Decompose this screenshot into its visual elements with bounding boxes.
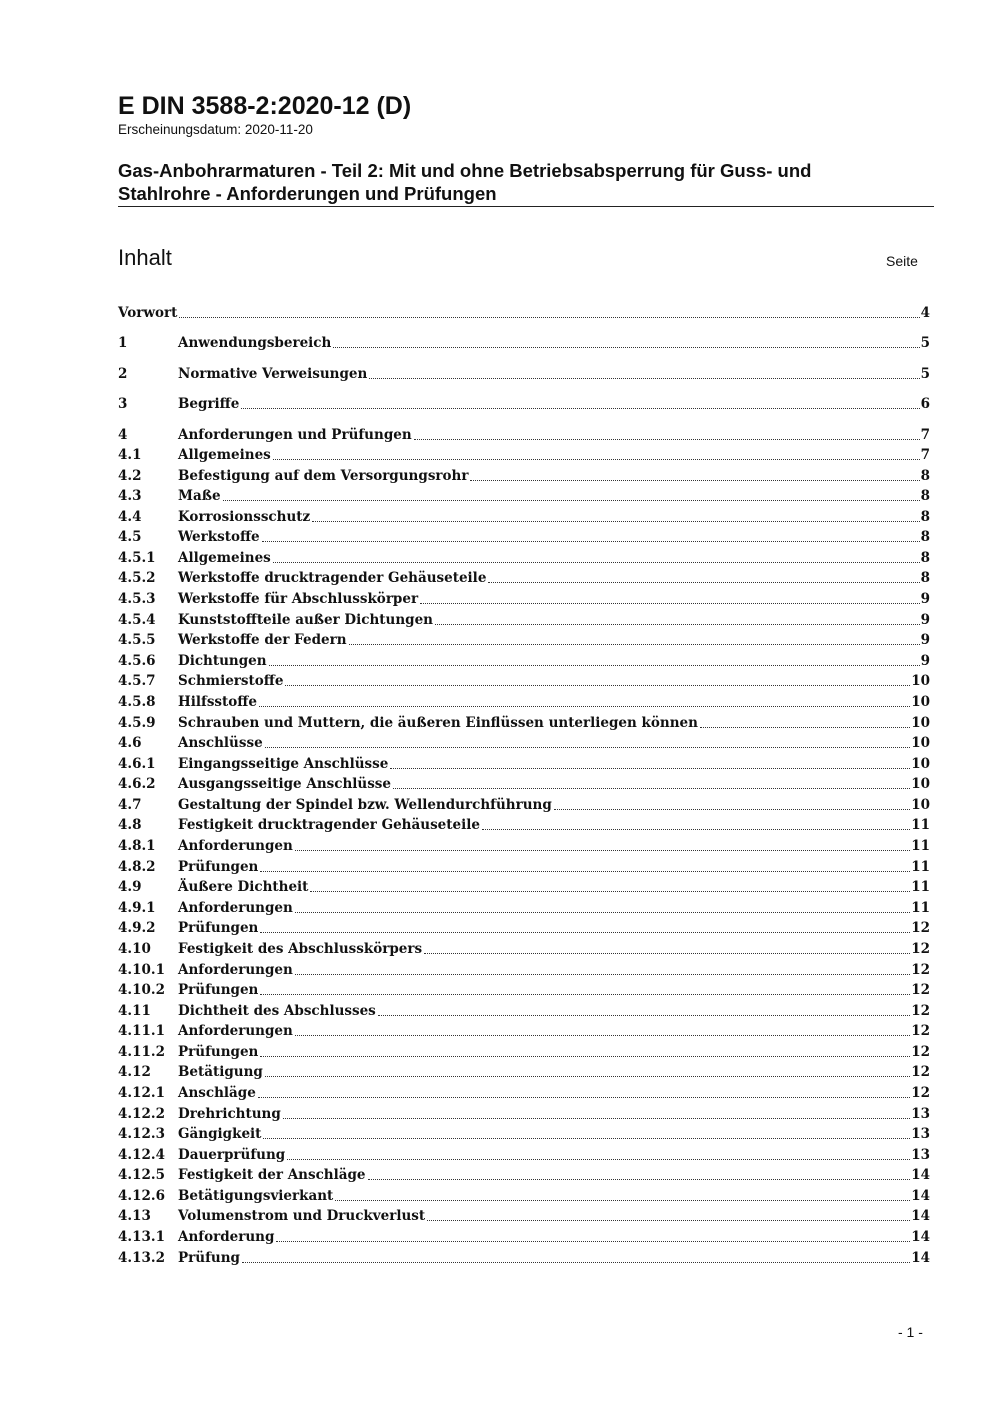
- toc-entry-page: 9: [920, 591, 930, 608]
- toc-entry[interactable]: [118, 1062, 930, 1082]
- toc-dot-leader: [414, 439, 920, 440]
- toc-entry-number: 4.11.1: [118, 1023, 165, 1040]
- toc-dot-leader: [258, 1097, 910, 1098]
- toc-entry-label: Drehrichtung: [178, 1105, 281, 1122]
- toc-dot-leader: [482, 829, 910, 830]
- toc-entry-label: Anforderungen: [178, 838, 293, 855]
- toc-dot-leader: [241, 408, 919, 409]
- toc-entry-page: 12: [911, 1084, 930, 1101]
- toc-dot-leader: [262, 541, 920, 542]
- toc-entry-page: 7: [920, 447, 930, 463]
- toc-entry-page: 11: [911, 879, 930, 896]
- toc-entry-label: Prüfung: [178, 1249, 240, 1266]
- toc-entry[interactable]: [118, 445, 930, 465]
- title-divider: [118, 206, 934, 207]
- toc-dot-leader: [259, 706, 910, 707]
- toc-entry-number: 4.5.2: [118, 570, 156, 587]
- toc-dot-leader: [427, 1220, 910, 1221]
- toc-entry-number: 4.7: [118, 796, 142, 813]
- toc-entry-number: 4.5.9: [118, 714, 156, 731]
- toc-entry-page: 12: [911, 1023, 930, 1040]
- toc-entry-page: 14: [911, 1167, 930, 1184]
- toc-entry-number: 4.5.4: [118, 611, 156, 628]
- toc-dot-leader: [260, 1056, 910, 1057]
- toc-entry[interactable]: [118, 364, 930, 384]
- toc-dot-leader: [349, 644, 920, 645]
- toc-entry-label: Prüfungen: [178, 858, 259, 875]
- toc-entry[interactable]: [118, 630, 930, 650]
- toc-entry-number: 4.5.7: [118, 673, 156, 690]
- toc-dot-leader: [295, 1035, 910, 1036]
- toc-entry-page: 12: [911, 961, 930, 978]
- toc-entry[interactable]: [118, 980, 930, 1000]
- toc-entry-page: 10: [911, 776, 930, 793]
- toc-entry-page: 14: [911, 1187, 930, 1204]
- toc-dot-leader: [310, 891, 910, 892]
- toc-entry-label: Kunststoffteile außer Dichtungen: [178, 611, 433, 628]
- toc-entry-number: 4.12.3: [118, 1126, 165, 1143]
- toc-dot-leader: [295, 912, 910, 913]
- toc-dot-leader: [312, 521, 919, 522]
- toc-dot-leader: [223, 500, 920, 501]
- toc-entry-page: 11: [911, 817, 930, 834]
- toc-entry[interactable]: [118, 394, 930, 414]
- toc-dot-leader: [295, 974, 910, 975]
- toc-entry[interactable]: [118, 507, 930, 527]
- toc-entry[interactable]: [118, 1083, 930, 1103]
- toc-dot-leader: [393, 788, 910, 789]
- toc-entry-label: Volumenstrom und Druckverlust: [178, 1208, 426, 1225]
- toc-entry-page: 11: [911, 838, 930, 855]
- toc-entry[interactable]: [118, 1186, 930, 1206]
- toc-entry-label: Betätigungsvierkant: [178, 1187, 334, 1204]
- toc-entry-page: 8: [920, 570, 930, 587]
- toc-entry-page: 10: [911, 755, 930, 772]
- toc-entry-number: 4.10.1: [118, 961, 165, 978]
- title-line-1: Gas-Anbohrarmaturen - Teil 2: Mit und ohne Betriebsabsperrung für Guss- und: [118, 160, 812, 181]
- toc-dot-leader: [242, 1262, 910, 1263]
- toc-entry-page: 9: [920, 611, 930, 628]
- toc-entry-page: 13: [911, 1126, 930, 1143]
- toc-entry-label: Vorwort: [118, 305, 178, 321]
- toc-entry-number: 4.11.2: [118, 1043, 165, 1060]
- toc-entry-number: 4.6.1: [118, 755, 156, 772]
- toc-entry-page: 12: [911, 982, 930, 999]
- toc-dot-leader: [368, 1179, 911, 1180]
- toc-entry-label: Anforderungen: [178, 1023, 293, 1040]
- toc-entry[interactable]: [118, 466, 930, 486]
- toc-entry-number: 4.2: [118, 467, 142, 484]
- toc-entry-label: Prüfungen: [178, 982, 259, 999]
- toc-entry[interactable]: [118, 425, 930, 445]
- toc-entry-label: Anforderungen und Prüfungen: [178, 427, 412, 443]
- toc-dot-leader: [285, 685, 910, 686]
- page-column-label: Seite: [886, 253, 918, 269]
- toc-entry[interactable]: [118, 877, 930, 897]
- toc-entry[interactable]: [118, 1042, 930, 1062]
- toc-entry-label: Eingangsseitige Anschlüsse: [178, 755, 389, 772]
- toc-dot-leader: [276, 1241, 910, 1242]
- toc-entry-page: 4: [920, 305, 930, 321]
- toc-entry-number: 4.5: [118, 529, 142, 546]
- toc-entry-label: Betätigung: [178, 1064, 263, 1081]
- toc-entry[interactable]: [118, 795, 930, 815]
- toc-entry-number: 4.5.1: [118, 549, 156, 566]
- toc-entry-number: 4.8.1: [118, 838, 156, 855]
- toc-entry-label: Hilfsstoffe: [178, 693, 257, 710]
- toc-entry-page: 6: [920, 396, 930, 412]
- toc-dot-leader: [265, 747, 911, 748]
- toc-entry-page: 9: [920, 632, 930, 649]
- toc-dot-leader: [369, 378, 919, 379]
- toc-entry-label: Anforderungen: [178, 899, 293, 916]
- toc-dot-leader: [260, 994, 910, 995]
- toc-dot-leader: [260, 871, 910, 872]
- toc-entry-label: Festigkeit der Anschläge: [178, 1167, 366, 1184]
- toc-entry-label: Befestigung auf dem Versorgungsrohr: [178, 467, 469, 484]
- toc-entry-number: 4.10.2: [118, 982, 165, 999]
- toc-entry-page: 8: [920, 529, 930, 546]
- toc-entry-label: Festigkeit des Abschlusskörpers: [178, 940, 423, 957]
- toc-entry-label: Maße: [178, 488, 221, 505]
- toc-entry-label: Prüfungen: [178, 920, 259, 937]
- toc-entry-label: Werkstoffe: [178, 529, 260, 546]
- toc-entry-number: 4.12: [118, 1064, 151, 1081]
- toc-entry-number: 4.5.3: [118, 591, 156, 608]
- toc-entry-page: 14: [911, 1208, 930, 1225]
- toc-dot-leader: [390, 768, 910, 769]
- toc-entry-number: 4.5.5: [118, 632, 156, 649]
- toc-entry-label: Dichtungen: [178, 652, 267, 669]
- toc-entry-label: Äußere Dichtheit: [178, 879, 309, 896]
- toc-entry[interactable]: [118, 1145, 930, 1165]
- toc-entry-label: Prüfungen: [178, 1043, 259, 1060]
- toc-entry-label: Gestaltung der Spindel bzw. Wellendurchführung: [178, 796, 552, 813]
- toc-entry[interactable]: [118, 774, 930, 794]
- toc-dot-leader: [179, 317, 919, 318]
- toc-entry-number: 1: [118, 335, 128, 351]
- toc-entry-number: 4.13.1: [118, 1229, 165, 1246]
- toc-entry[interactable]: [118, 333, 930, 353]
- toc-dot-leader: [333, 347, 919, 348]
- toc-entry-label: Begriffe: [178, 396, 240, 412]
- toc-entry-page: 5: [920, 335, 930, 351]
- toc-dot-leader: [420, 603, 920, 604]
- toc-entry-number: 4.1: [118, 447, 142, 463]
- toc-entry-label: Schmierstoffe: [178, 673, 284, 690]
- toc-entry-number: 4.12.2: [118, 1105, 165, 1122]
- toc-entry-label: Anforderungen: [178, 961, 293, 978]
- toc-entry-number: 4.13.2: [118, 1249, 165, 1266]
- toc-dot-leader: [263, 1138, 910, 1139]
- toc-dot-leader: [273, 459, 920, 460]
- toc-entry[interactable]: [118, 898, 930, 918]
- toc-entry[interactable]: [118, 651, 930, 671]
- toc-entry-number: 4.6: [118, 735, 142, 752]
- toc-heading: Inhalt: [118, 245, 172, 270]
- toc-entry-number: 4.8.2: [118, 858, 156, 875]
- toc-dot-leader: [265, 1076, 910, 1077]
- title-line-2: Stahlrohre - Anforderungen und Prüfungen: [118, 183, 497, 204]
- toc-entry-number: 4.4: [118, 508, 142, 525]
- toc-entry-page: 14: [911, 1249, 930, 1266]
- toc-dot-leader: [470, 480, 919, 481]
- toc-entry-page: 12: [911, 1002, 930, 1019]
- toc-entry[interactable]: [118, 857, 930, 877]
- toc-entry-label: Anwendungsbereich: [178, 335, 332, 351]
- toc-entry[interactable]: [118, 1021, 930, 1041]
- toc-entry-number: 4.12.5: [118, 1167, 165, 1184]
- toc-entry-label: Dichtheit des Abschlusses: [178, 1002, 376, 1019]
- toc-entry-number: 2: [118, 366, 128, 382]
- toc-entry[interactable]: [118, 589, 930, 609]
- toc-dot-leader: [287, 1159, 910, 1160]
- toc-entry[interactable]: [118, 836, 930, 856]
- toc-entry-page: 12: [911, 920, 930, 937]
- toc-entry-label: Werkstoffe der Federn: [178, 632, 347, 649]
- toc-entry[interactable]: [118, 1001, 930, 1021]
- toc-entry-page: 8: [920, 488, 930, 505]
- page-number: - 1 -: [898, 1324, 923, 1340]
- toc-entry[interactable]: [118, 815, 930, 835]
- toc-entry[interactable]: [118, 610, 930, 630]
- toc-entry-page: 8: [920, 549, 930, 566]
- toc-entry[interactable]: [118, 1206, 930, 1226]
- toc-entry-number: 4.12.6: [118, 1187, 165, 1204]
- toc-entry[interactable]: [118, 692, 930, 712]
- toc-entry-page: 11: [911, 899, 930, 916]
- toc-entry[interactable]: [118, 1124, 930, 1144]
- toc-entry-page: 11: [911, 858, 930, 875]
- toc-entry-label: Werkstoffe drucktragender Gehäuseteile: [178, 570, 487, 587]
- toc-entry-number: 4.12.4: [118, 1146, 165, 1163]
- toc-dot-leader: [260, 932, 910, 933]
- toc-dot-leader: [335, 1200, 910, 1201]
- toc-entry-number: 4.11: [118, 1002, 151, 1019]
- toc-entry-page: 5: [920, 366, 930, 382]
- toc-dot-leader: [554, 809, 910, 810]
- toc-entry-page: 12: [911, 1043, 930, 1060]
- toc-entry[interactable]: [118, 1165, 930, 1185]
- toc-entry[interactable]: [118, 527, 930, 547]
- toc-entry-label: Allgemeines: [178, 549, 271, 566]
- toc-entry[interactable]: [118, 568, 930, 588]
- toc-entry-page: 12: [911, 1064, 930, 1081]
- toc-entry[interactable]: [118, 754, 930, 774]
- toc-entry-page: 13: [911, 1146, 930, 1163]
- toc-entry-number: 4.10: [118, 940, 151, 957]
- toc-dot-leader: [273, 562, 920, 563]
- toc-entry-number: 4.9.2: [118, 920, 156, 937]
- toc-entry[interactable]: [118, 918, 930, 938]
- toc-entry-number: 4.3: [118, 488, 142, 505]
- toc-entry[interactable]: [118, 939, 930, 959]
- toc-entry[interactable]: [118, 1248, 930, 1268]
- toc-entry-page: 9: [920, 652, 930, 669]
- toc-entry-label: Dauerprüfung: [178, 1146, 286, 1163]
- toc-entry[interactable]: [118, 1227, 930, 1247]
- document-title: [118, 159, 918, 205]
- toc-dot-leader: [424, 953, 910, 954]
- toc-dot-leader: [700, 727, 910, 728]
- toc-entry-page: 8: [920, 508, 930, 525]
- toc-entry-page: 12: [911, 940, 930, 957]
- toc-dot-leader: [488, 582, 919, 583]
- toc-entry-number: 3: [118, 396, 128, 412]
- toc-entry-label: Normative Verweisungen: [178, 366, 368, 382]
- toc-dot-leader: [283, 1118, 910, 1119]
- toc-entry-page: 8: [920, 467, 930, 484]
- toc-entry-number: 4.9: [118, 879, 142, 896]
- toc-dot-leader: [378, 1015, 910, 1016]
- toc-entry-page: 10: [911, 796, 930, 813]
- toc-entry-number: 4.12.1: [118, 1084, 165, 1101]
- toc-entry[interactable]: [118, 548, 930, 568]
- toc-dot-leader: [435, 624, 920, 625]
- toc-entry-label: Anschlüsse: [178, 735, 263, 752]
- toc-entry-label: Werkstoffe für Abschlusskörper: [178, 591, 419, 608]
- toc-entry-page: 10: [911, 714, 930, 731]
- toc-entry-number: 4.6.2: [118, 776, 156, 793]
- toc-entry-label: Korrosionsschutz: [178, 508, 311, 525]
- toc-entry-label: Schrauben und Muttern, die äußeren Einflüssen unterliegen können: [178, 714, 698, 731]
- publication-date: Erscheinungsdatum: 2020-11-20: [118, 122, 313, 137]
- toc-entry-page: 13: [911, 1105, 930, 1122]
- toc-entry-page: 10: [911, 735, 930, 752]
- toc-entry[interactable]: [118, 303, 930, 323]
- toc-entry-page: 14: [911, 1229, 930, 1246]
- toc-entry-number: 4.5.6: [118, 652, 156, 669]
- toc-entry[interactable]: [118, 713, 930, 733]
- toc-entry-label: Ausgangsseitige Anschlüsse: [178, 776, 392, 793]
- toc-entry[interactable]: [118, 486, 930, 506]
- toc-entry-page: 7: [920, 427, 930, 443]
- toc-entry-page: 10: [911, 693, 930, 710]
- toc-entry-number: 4: [118, 427, 128, 443]
- toc-entry-number: 4.9.1: [118, 899, 156, 916]
- toc-entry[interactable]: [118, 671, 930, 691]
- toc-entry-label: Anschläge: [178, 1084, 256, 1101]
- document-id: E DIN 3588-2:2020-12 (D): [118, 92, 412, 120]
- toc-entry[interactable]: [118, 733, 930, 753]
- toc-entry[interactable]: [118, 1104, 930, 1124]
- toc-entry-label: Gängigkeit: [178, 1126, 262, 1143]
- toc-dot-leader: [295, 850, 910, 851]
- toc-entry-number: 4.8: [118, 817, 142, 834]
- toc-entry-label: Anforderung: [178, 1229, 275, 1246]
- toc-entry-label: Allgemeines: [178, 447, 271, 463]
- toc-entry-number: 4.5.8: [118, 693, 156, 710]
- toc-entry-label: Festigkeit drucktragender Gehäuseteile: [178, 817, 480, 834]
- toc-entry-page: 10: [911, 673, 930, 690]
- toc-entry-number: 4.13: [118, 1208, 151, 1225]
- toc-entry[interactable]: [118, 960, 930, 980]
- toc-dot-leader: [269, 665, 920, 666]
